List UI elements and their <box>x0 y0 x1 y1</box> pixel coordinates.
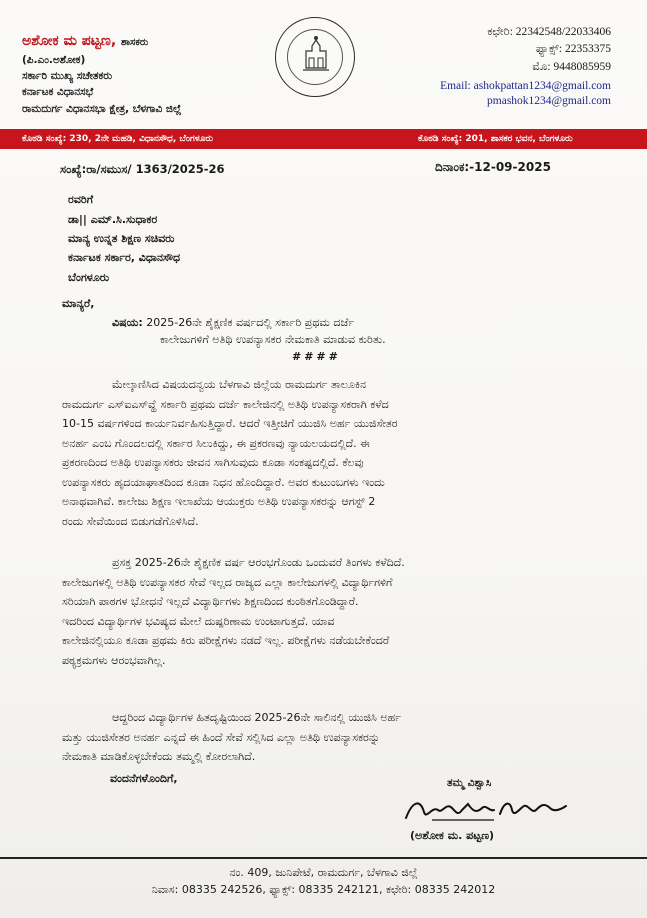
addressee-line: ಮಾನ್ಯ ಉನ್ನತ ಶಿಕ್ಷಣ ಸಚಿವರು <box>68 232 175 245</box>
body-line: ಪ್ರಕರಣದಿಂದ ಅತಿಥಿ ಉಪನ್ಯಾಸಕರು ಜೀವನ ಸಾಗಿಸುವುದು ಕೂಡಾ ಸಂಕಷ್ಟದಲ್ಲಿದೆ. ಕೆಲವು <box>62 456 364 469</box>
sender-assembly: ಕರ್ನಾಟಕ ವಿಧಾನಸಭೆ <box>22 86 94 98</box>
body-line: ಕಾಲೇಜಿನಲ್ಲಿಯೂ ಕೂಡಾ ಪ್ರಥಮ ಕಿರು ಪರೀಕ್ಷೆಗಳು ನಡದೆ ಇಲ್ಲ. ಪರೀಕ್ಷೆಗಳು ನಡೆಯಬೇಕೆಂದರೆ <box>62 634 390 647</box>
band-right-address: ಕೊಠಡಿ ಸಂಖ್ಯೆ: 201, ಶಾಸಕರ ಭವನ, ಬೆಂಗಳೂರು <box>418 134 573 144</box>
letter-date: ದಿನಾಂಕ:-12-09-2025 <box>435 160 551 174</box>
body-line: ಅನರ್ಹ ಎಂಬ ಗೊಂದಲದಲ್ಲಿ ಸರ್ಕಾರ ಸಿಲುಕಿದ್ದು, ಈ ಪ್ರಕರಣವು ನ್ಯಾಯಲಯದಲ್ಲಿದೆ. ಈ <box>62 436 370 450</box>
band-left-address: ಕೊಠಡಿ ಸಂಖ್ಯೆ: 230, 2ನೇ ಮಹಡಿ, ವಿಧಾನಸೌಧ, ಬೆಂಗಳೂರು <box>22 134 213 144</box>
subject-text-1: 2025-26ನೇ ಶೈಕ್ಷಣಿಕ ವರ್ಷದಲ್ಲಿ ಸರ್ಕಾರಿ ಪ್ರಥಮ ದರ್ಜೆ <box>146 316 355 329</box>
addressee-line: ರವರಿಗೆ <box>68 193 94 206</box>
addressee-line: ಕರ್ನಾಟಕ ಸರ್ಕಾರ, ವಿಧಾನಸೌಧ <box>68 251 181 264</box>
body-line: ರಂದು ಸೇವೆಯಿಂದ ಬಿಡುಗಡೆಗೊಳಿಸಿದೆ. <box>62 514 199 528</box>
fax-number: ಫ್ಯಾಕ್ಸ್: 22353375 <box>535 43 611 55</box>
body-line: ಮತ್ತು ಯುಜಿಸೇತರ ಅನರ್ಹ ಎನ್ನದೆ ಈ ಹಿಂದೆ ಸೇವೆ ಸಲ್ಲಿಸಿದ ಎಲ್ಲಾ ಅತಿಥಿ ಉಪನ್ಯಾಸಕರನ್ನು <box>62 730 380 744</box>
body-line: ಪಠ್ಯಕ್ರಮಗಳು ಆರಂಭವಾಗಿಲ್ಲ. <box>62 653 166 667</box>
body-line: ಆದ್ದರಿಂದ ವಿದ್ಯಾರ್ಥಿಗಳ ಹಿತದೃಷ್ಟಿಯಿಂದ 2025-26ನೇ ಸಾಲಿನಲ್ಲಿ ಯುಜಿಸಿ ಅರ್ಹ <box>112 711 401 724</box>
office-phone: ಕಛೇರಿ: 22342548/22033406 <box>487 26 611 38</box>
body-line: ಕಾಲೇಜುಗಳಲ್ಲಿ ಅತಿಥಿ ಉಪನ್ಯಾಸಕರ ಸೇವೆ ಇಲ್ಲದ ರಾಜ್ಯದ ಎಲ್ಲಾ ಕಾಲೇಜುಗಳಲ್ಲಿ ವಿದ್ಯಾರ್ಥಿಗಳಿಗೆ <box>62 575 393 589</box>
sender-alias: (ಪಿ.ಎಂ.ಅಶೋಕ) <box>22 54 86 66</box>
subject-text-2: ಕಾಲೇಜುಗಳಿಗೆ ಅತಿಥಿ ಉಪನ್ಯಾಸಕರ ನೇಮಕಾತಿ ಮಾಡುವ ಕುರಿತು. <box>160 333 386 346</box>
email-secondary[interactable]: pmashok1234@gmail.com <box>487 95 611 107</box>
sender-constituency: ರಾಮದುರ್ಗ ವಿಧಾನಸಭಾ ಕ್ಷೇತ್ರ, ಬೆಳಗಾವಿ ಜಿಲ್ಲೆ <box>22 103 182 115</box>
footer-divider <box>0 857 647 859</box>
closing-greeting: ವಂದನೆಗಳೊಂದಿಗೆ, <box>110 772 178 785</box>
yours-faithfully: ತಮ್ಮ ವಿಶ್ವಾಸಿ <box>447 777 492 789</box>
emblem-icon <box>276 18 356 98</box>
addressee-line: ಬೆಂಗಳೂರು <box>68 271 110 284</box>
body-line: ಅನಾಥವಾಗಿವೆ. ಕಾಲೇಜು ಶಿಕ್ಷಣ ಇಲಾಖೆಯ ಆಯುಕ್ತರು ಅತಿಥಿ ಉಪನ್ಯಾಸಕರನ್ನು ಆಗಸ್ಟ್ 2 <box>62 495 376 508</box>
address-band <box>0 129 647 149</box>
body-line: ಮೇಲ್ಕಾಣಿಸಿದ ವಿಷಯದನ್ವಯ ಬೆಳಗಾವಿ ಜಿಲ್ಲೆಯ ರಾಮದುರ್ಗ ತಾಲೂಕಿನ <box>112 378 367 391</box>
subject-label: ವಿಷಯ: <box>112 316 143 329</box>
sender-designation: ಸರ್ಕಾರಿ ಮುಖ್ಯ ಸಚೇತಕರು <box>22 70 113 82</box>
footer-address: ನಂ. 409, ಜುನಿಪೇಟೆ, ರಾಮದುರ್ಗ, ಬೆಳಗಾವಿ ಜಿಲ್ಲೆ <box>229 866 418 879</box>
signatory-name: (ಅಶೋಕ ಮ. ಪಟ್ಟಣ) <box>410 829 495 842</box>
body-line: ನೇಮಕಾತಿ ಮಾಡಿಕೊಳ್ಳಬೇಕೆಂದು ತಮ್ಮಲ್ಲಿ ಕೋರಲಾಗಿದೆ. <box>62 750 256 763</box>
body-line: ರಾಮದುರ್ಗ ಎಸ್‌ಐಎಸ್‌ವ್ಹೆ ಸರ್ಕಾರಿ ಪ್ರಥಮ ದರ್ಜೆ ಕಾಲೇಜಿನಲ್ಲಿ ಅತಿಥಿ ಉಪನ್ಯಾಸಕರಾಗಿ ಕಳೆದ <box>62 397 389 411</box>
handwritten-signature <box>402 792 572 826</box>
body-line: 10-15 ವರ್ಷಗಳಿಂದ ಕಾರ್ಯನಿರ್ವಹಿಸುತ್ತಿದ್ದಾರೆ. ಆದರೆ ಇತ್ತೀಚಿಗೆ ಯುಜಿಸಿ ಅರ್ಹ ಯುಜಿಸೇತರ <box>62 417 398 430</box>
salutation: ಮಾನ್ಯರೆ, <box>62 297 95 310</box>
body-line: ಪ್ರಸಕ್ತ 2025-26ನೇ ಶೈಕ್ಷಣಿಕ ವರ್ಷ ಆರಂಭಗೊಂಡು ಒಂದುವರೆ ತಿಂಗಳು ಕಳೆದಿದೆ. <box>112 556 405 569</box>
body-line: ಇದರಿಂದ ವಿದ್ಯಾರ್ಥಿಗಳ ಭವಿಷ್ಯದ ಮೇಲೆ ದುಷ್ಪರಿಣಾಮ ಉಂಟಾಗುತ್ತದೆ. ಯಾವ <box>62 614 335 628</box>
body-line: ಉಪನ್ಯಾಸಕರು ಹೃದಯಾಘಾತದಿಂದ ಕೂಡಾ ನಿಧನ ಹೊಂದಿದ್ದಾರೆ. ಅವರ ಕುಟುಂಬಗಳು ಇಂದು <box>62 475 385 489</box>
body-line: ಸರಿಯಾಗಿ ಪಾಠಗಳ ಭೋಧನೆ ಇಲ್ಲದೆ ವಿದ್ಯಾರ್ಥಿಗಳು ಶಿಕ್ಷಣದಿಂದ ಕುಂಠಿತಗೊಂಡಿದ್ದಾರೆ. <box>62 595 359 608</box>
subject-line <box>112 316 354 330</box>
reference-number: ಸಂಖ್ಯೆ:ರಾ/ಸಮುಸ/ 1363/2025-26 <box>60 162 225 176</box>
mobile-number: ಮೊ: 9448085959 <box>532 61 611 73</box>
addressee-line: ಡಾ|| ಎಮ್.ಸಿ.ಸುಧಾಕರ <box>68 213 158 226</box>
government-seal-icon <box>275 17 355 97</box>
footer-phones: ನಿವಾಸ: 08335 242526, ಫ್ಯಾಕ್ಸ್: 08335 242121, ಕಛೇರಿ: 08335 242012 <box>151 883 496 896</box>
email-primary[interactable]: Email: ashokpattan1234@gmail.com <box>440 80 611 92</box>
sender-name: ಅಶೋಕ ಮ ಪಟ್ಟಣ, ಶಾಸಕರು <box>22 33 149 49</box>
separator-marks: #### <box>292 350 341 363</box>
sender-role: ಶಾಸಕರು <box>121 37 149 48</box>
